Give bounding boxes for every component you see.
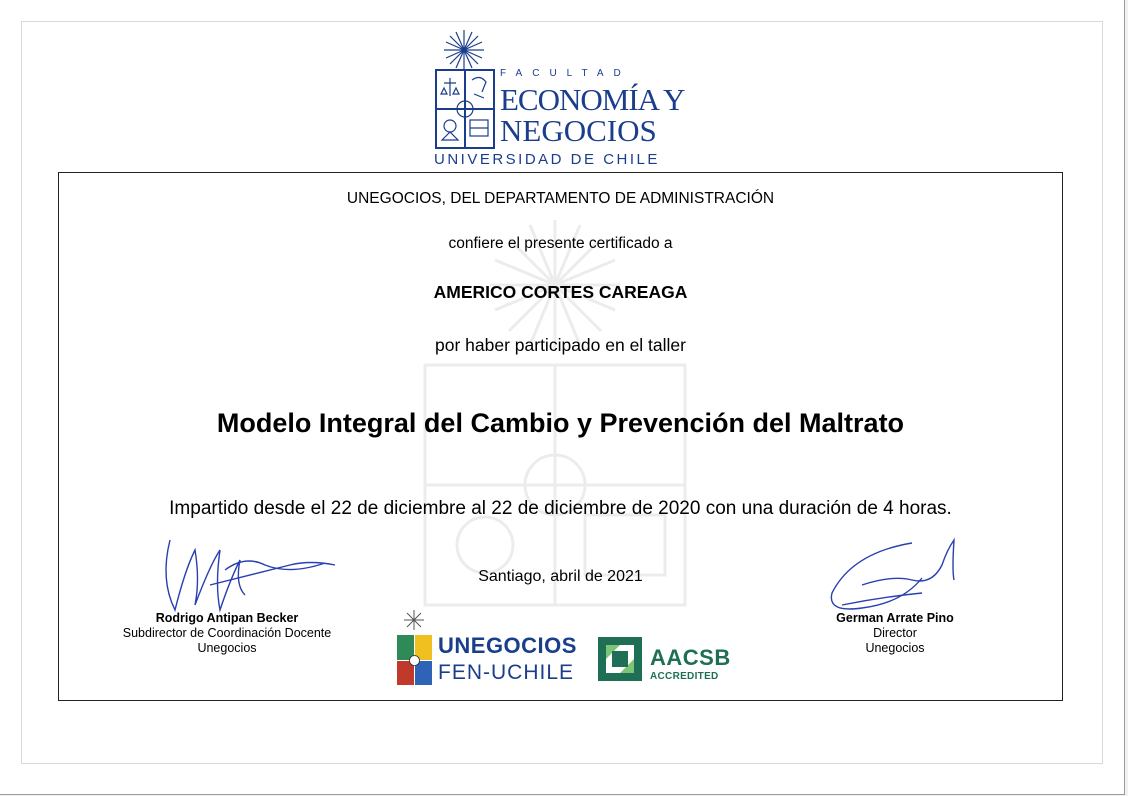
unegocios-logo-title: UNEGOCIOS xyxy=(438,633,577,658)
confers-text: confiere el presente certificado a xyxy=(448,235,673,252)
signature-left-icon xyxy=(150,530,340,620)
university-name: UNIVERSIDAD DE CHILE xyxy=(434,151,660,168)
duration-text: Impartido desde el 22 de diciembre al 22 de diciembre de 2020 con una duración de 4 horas. xyxy=(169,498,952,519)
faculty-name-line2: NEGOCIOS xyxy=(500,113,657,148)
recipient-name: AMERICO CORTES CAREAGA xyxy=(433,282,688,302)
signer-left xyxy=(107,611,347,656)
aacsb-subtitle: ACCREDITED xyxy=(650,671,719,682)
signer-right xyxy=(810,611,980,656)
signer-role: Subdirector de Coordinación Docente xyxy=(122,626,332,640)
faculty-name-line1: ECONOMÍA Y xyxy=(500,82,685,117)
place-date: Santiago, abril de 2021 xyxy=(478,568,643,585)
aacsb-logo-icon xyxy=(598,637,642,681)
issuing-institution: UNEGOCIOS, DEL DEPARTAMENTO DE ADMINISTRACIÓN xyxy=(346,190,775,207)
faculty-label: FACULTAD xyxy=(500,68,631,79)
unegocios-logo-subtitle: FEN-UCHILE xyxy=(438,661,575,684)
aacsb-title: AACSB xyxy=(650,645,731,670)
signer-org: Unegocios xyxy=(197,641,257,655)
signer-name: Rodrigo Antipan Becker xyxy=(155,611,299,625)
course-title: Modelo Integral del Cambio y Prevención del Maltrato xyxy=(216,408,905,438)
signer-org: Unegocios xyxy=(865,641,925,655)
signature-right-icon xyxy=(822,535,972,620)
reason-text: por haber participado en el taller xyxy=(435,335,686,355)
signer-role: Director xyxy=(873,626,917,640)
signer-name: German Arrate Pino xyxy=(836,611,954,625)
